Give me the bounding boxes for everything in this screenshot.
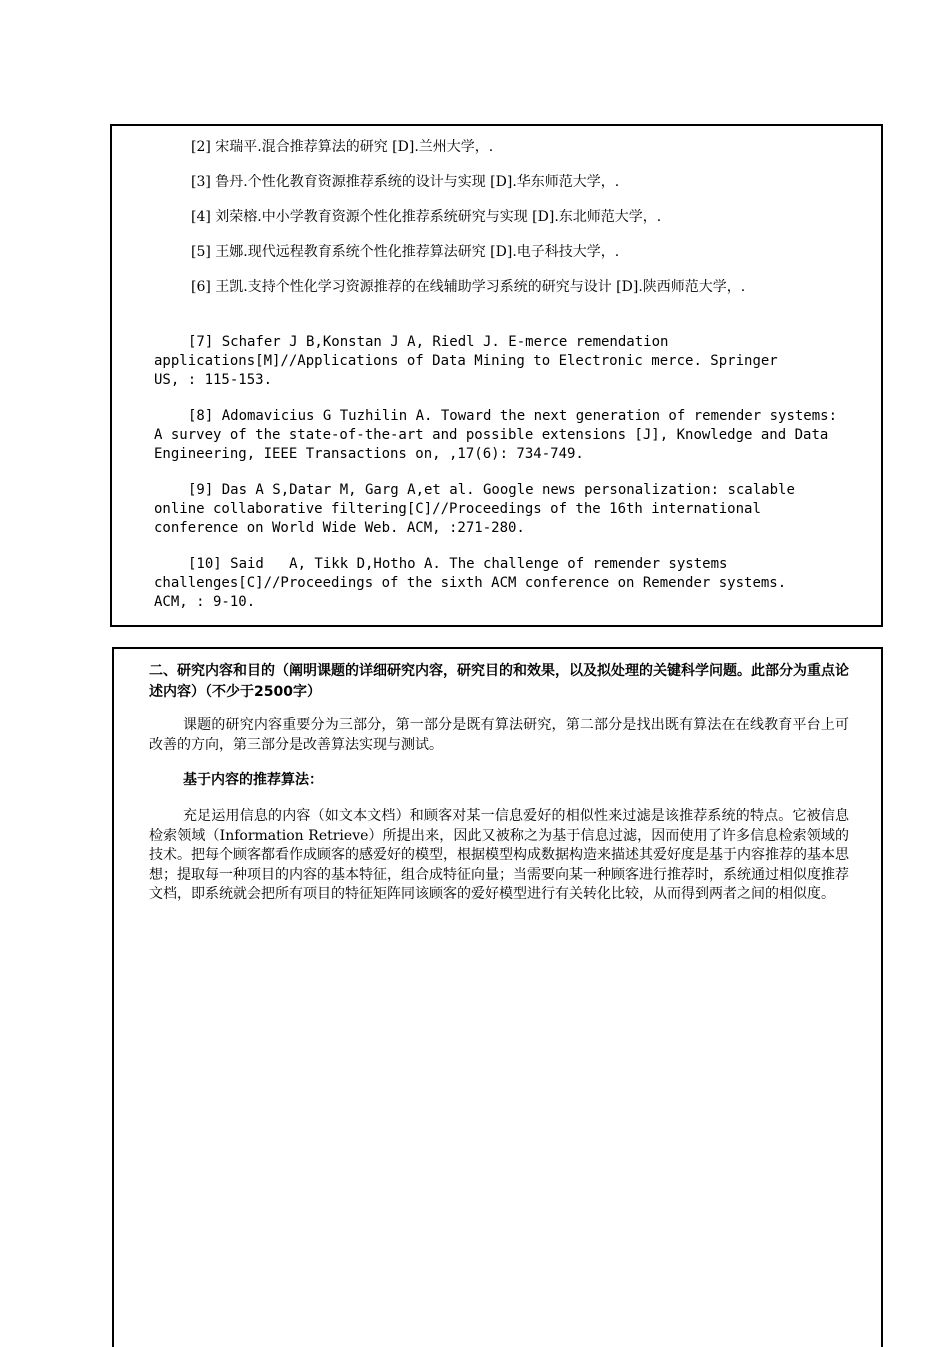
reference-item: [4] 刘荣榕.中小学教育资源个性化推荐系统研究与实现 [D].东北师范大学，. (191, 209, 662, 225)
reference-item: [10] Said A, Tikk D,Hotho A. The challenge of remender systems challenges[C]//Proceedings of the sixth ACM conference on Remender systems. ACM, : 9-10. (154, 556, 795, 610)
body-paragraph: 充足运用信息的内容（如文本文档）和顾客对某一信息爱好的相似性来过滤是该推荐系统的特点。它被信息检索领域（Information Retrieve）所提出来，因此又被称之为基于信息过滤，因而使用了许多信息检索领域的技术。把每个顾客都看作成顾客的感爱好的模型，根据模型构成数据构造来描述其爱好度是基于内容推荐的基本思想；提取每一种项目的内容的基本特征，组合成特征向量；当需要向某一种顾客进行推荐时，系统通过相似度推荐文档，即系统就会把所有项目的特征矩阵同该顾客的爱好模型进行有关转化比较，从而得到两者之间的相似度。 (149, 808, 849, 902)
reference-item: [9] Das A S,Datar M, Garg A,et al. Google news personalization: scalable online collaborative filtering[C]//Proceedings of the 16th international conference on World Wide Web. ACM, :271-280. (154, 482, 804, 536)
section-heading: 二、研究内容和目的（阐明课题的详细研究内容，研究目的和效果，以及拟处理的关键科学问题。此部分为重点论述内容）（不少于2500字） (149, 663, 849, 700)
reference-item: [5] 王娜.现代远程教育系统个性化推荐算法研究 [D].电子科技大学，. (191, 244, 620, 260)
intro-paragraph: 课题的研究内容重要分为三部分，第一部分是既有算法研究，第二部分是找出既有算法在在线教育平台上可改善的方向，第三部分是改善算法实现与测试。 (149, 717, 849, 753)
research-content-section (112, 647, 883, 1347)
reference-item: [3] 鲁丹.个性化教育资源推荐系统的设计与实现 [D].华东师范大学，. (191, 174, 620, 190)
subheading: 基于内容的推荐算法： (183, 772, 323, 788)
references-box (110, 124, 883, 627)
reference-item: [8] Adomavicius G Tuzhilin A. Toward the next generation of remender systems: A survey of the state-of-the-art and possible extensions [J], Knowledge and Data Engineering, IEEE Transactions on, ,17(6): 734-749. (154, 408, 846, 462)
reference-item: [6] 王凯.支持个性化学习资源推荐的在线辅助学习系统的研究与设计 [D].陕西师范大学，. (191, 279, 746, 295)
reference-item: [7] Schafer J B,Konstan J A, Riedl J. E-merce remendation applications[M]//Applications of Data Mining to Electronic merce. Springer US, : 115-153. (154, 334, 787, 388)
reference-item: [2] 宋瑞平.混合推荐算法的研究 [D].兰州大学，. (191, 139, 494, 155)
